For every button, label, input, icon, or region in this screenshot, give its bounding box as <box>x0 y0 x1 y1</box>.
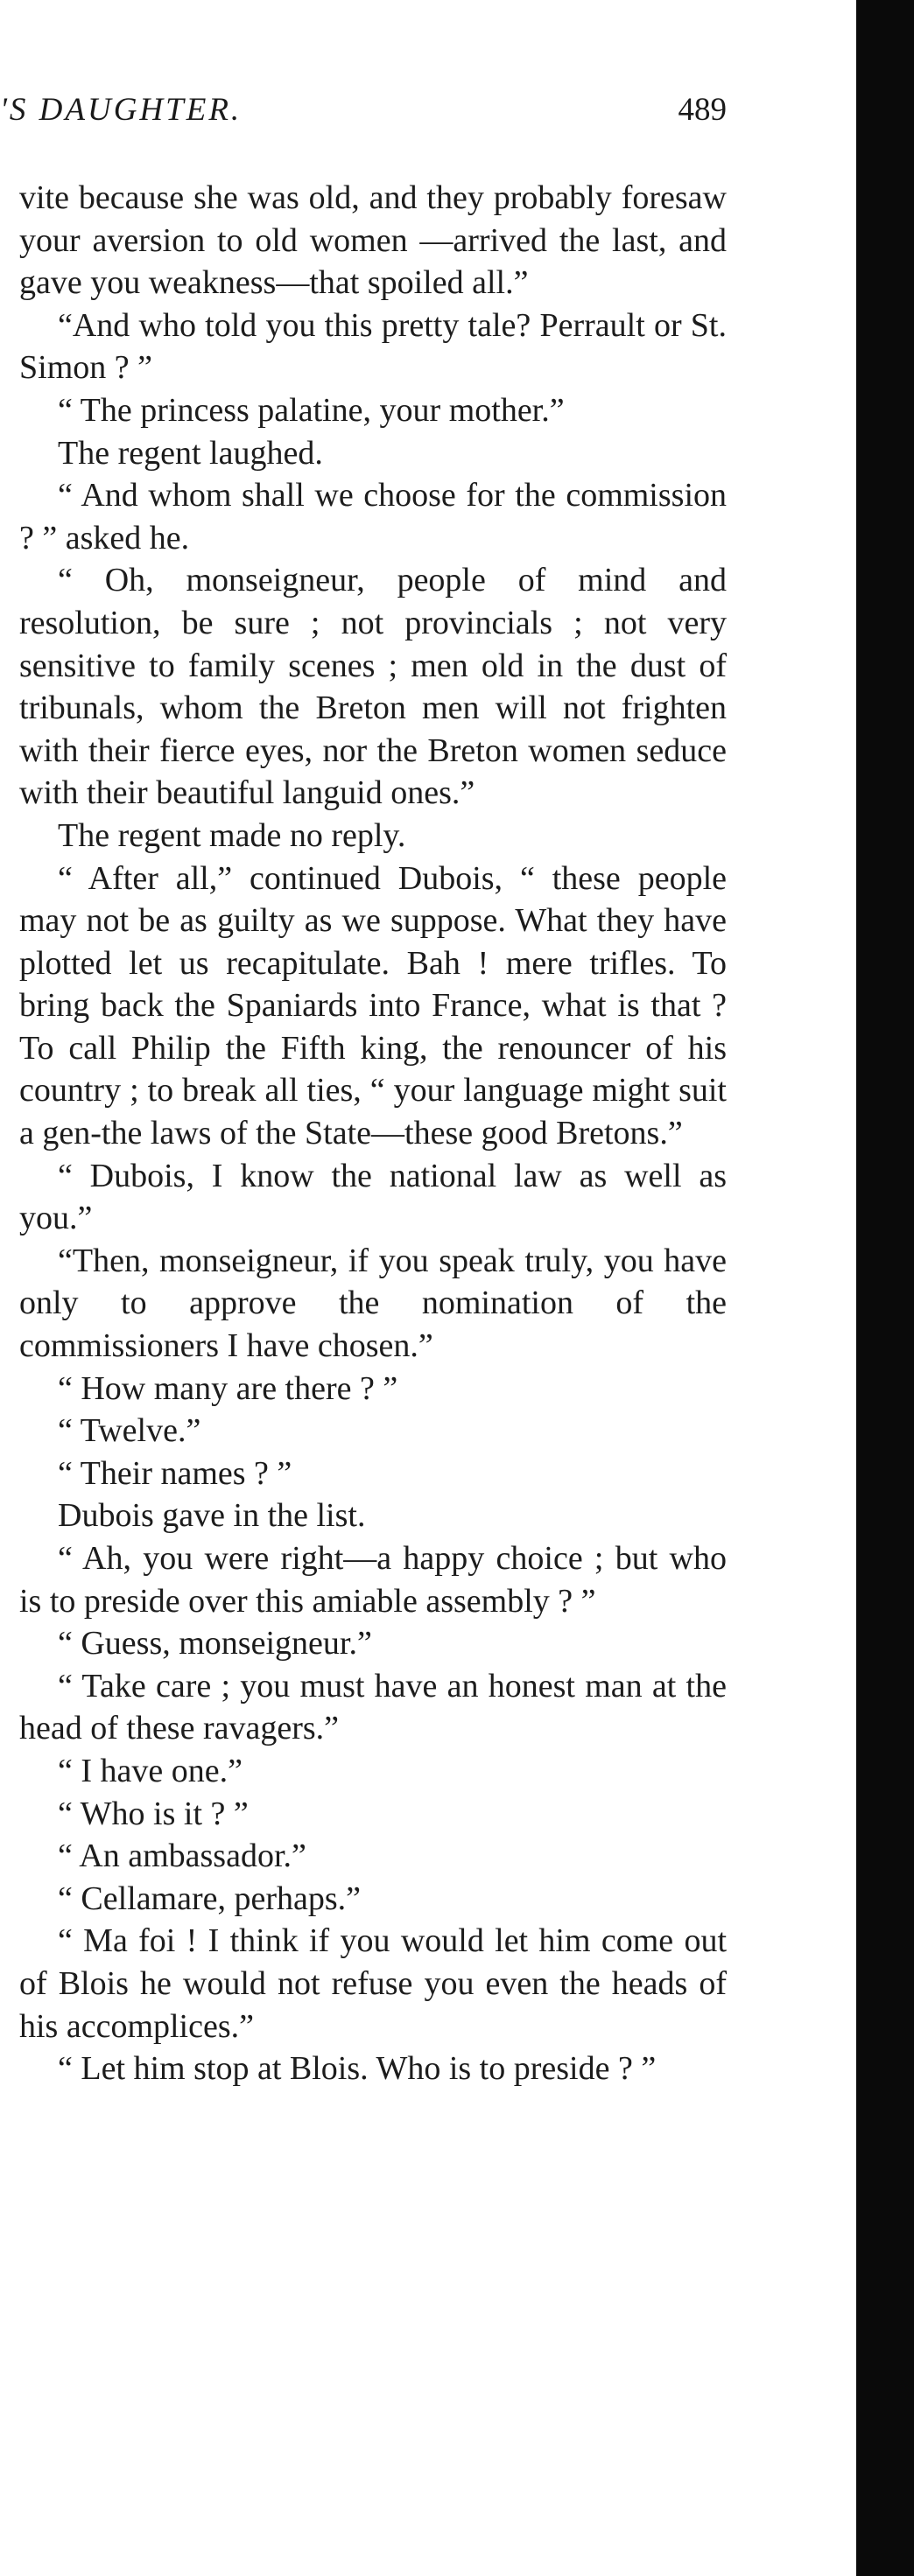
running-title: 'S DAUGHTER. <box>0 92 243 128</box>
paragraph: “ And whom shall we choose for the commission ? ” asked he. <box>19 477 727 556</box>
paragraph: “ How many are there ? ” <box>58 1369 398 1407</box>
paragraph: “And who told you this pretty tale? Perrault or St. Simon ? ” <box>19 306 727 387</box>
paragraph: “ Cellamare, perhaps.” <box>58 1880 362 1917</box>
binding-edge <box>856 0 914 2576</box>
paragraph: “ The princess palatine, your mother.” <box>58 391 565 429</box>
paragraph: “ Let him stop at Blois. Who is to preside ? ” <box>58 2050 657 2088</box>
paragraph: “ Ma foi ! I think if you would let him come out of Blois he would not refuse you even the heads of his accomplices.” <box>19 1922 727 2045</box>
paragraph: Dubois gave in the list. <box>58 1497 366 1535</box>
paragraph: “ I have one.” <box>58 1752 243 1789</box>
paragraph: vite because she was old, and they probably foresaw your aversion to old women —arrived the last, and gave you weakness—that spoiled all.” <box>19 179 727 302</box>
paragraph: “ An ambassador.” <box>58 1838 306 1875</box>
paragraph: “ Take care ; you must have an honest man at the head of these ravagers.” <box>19 1667 727 1747</box>
paragraph: “ Twelve.” <box>58 1412 201 1450</box>
paragraph: “ Oh, monseigneur, people of mind and resolution, be sure ; not provincials ; not very sensitive to family scenes ; men old in the dust of tribunals, whom the Breton men will not frighten with their fierce eyes, nor the Breton women seduce with their beautiful languid ones.” <box>19 562 727 812</box>
paragraph: “ Who is it ? ” <box>58 1795 249 1832</box>
paragraph: “ After all,” continued Dubois, “ these people may not be as guilty as we suppose. What they have plotted let us recapitulate. Bah ! mere trifles. To bring back the Spaniards into France, what is that ? To call Philip the Fifth king, the renouncer of his country ; to break all ties, “ your language might suit a gen-the laws of the State—these good Bretons.” <box>19 859 727 1152</box>
body-text <box>19 177 727 2090</box>
paragraph: “ Guess, monseigneur.” <box>58 1625 372 1662</box>
paragraph: “ Their names ? ” <box>58 1454 292 1492</box>
page-number: 489 <box>678 92 727 128</box>
paragraph: The regent laughed. <box>58 434 323 472</box>
paragraph: “Then, monseigneur, if you speak truly, you have only to approve the nomination of the commissioners I have chosen.” <box>19 1242 727 1365</box>
page-header <box>0 91 727 144</box>
paragraph: “ Ah, you were right—a happy choice ; but who is to preside over this amiable assembly ? ” <box>19 1540 727 1620</box>
paragraph: The regent made no reply. <box>58 816 406 854</box>
paragraph: “ Dubois, I know the national law as well as you.” <box>19 1157 727 1237</box>
